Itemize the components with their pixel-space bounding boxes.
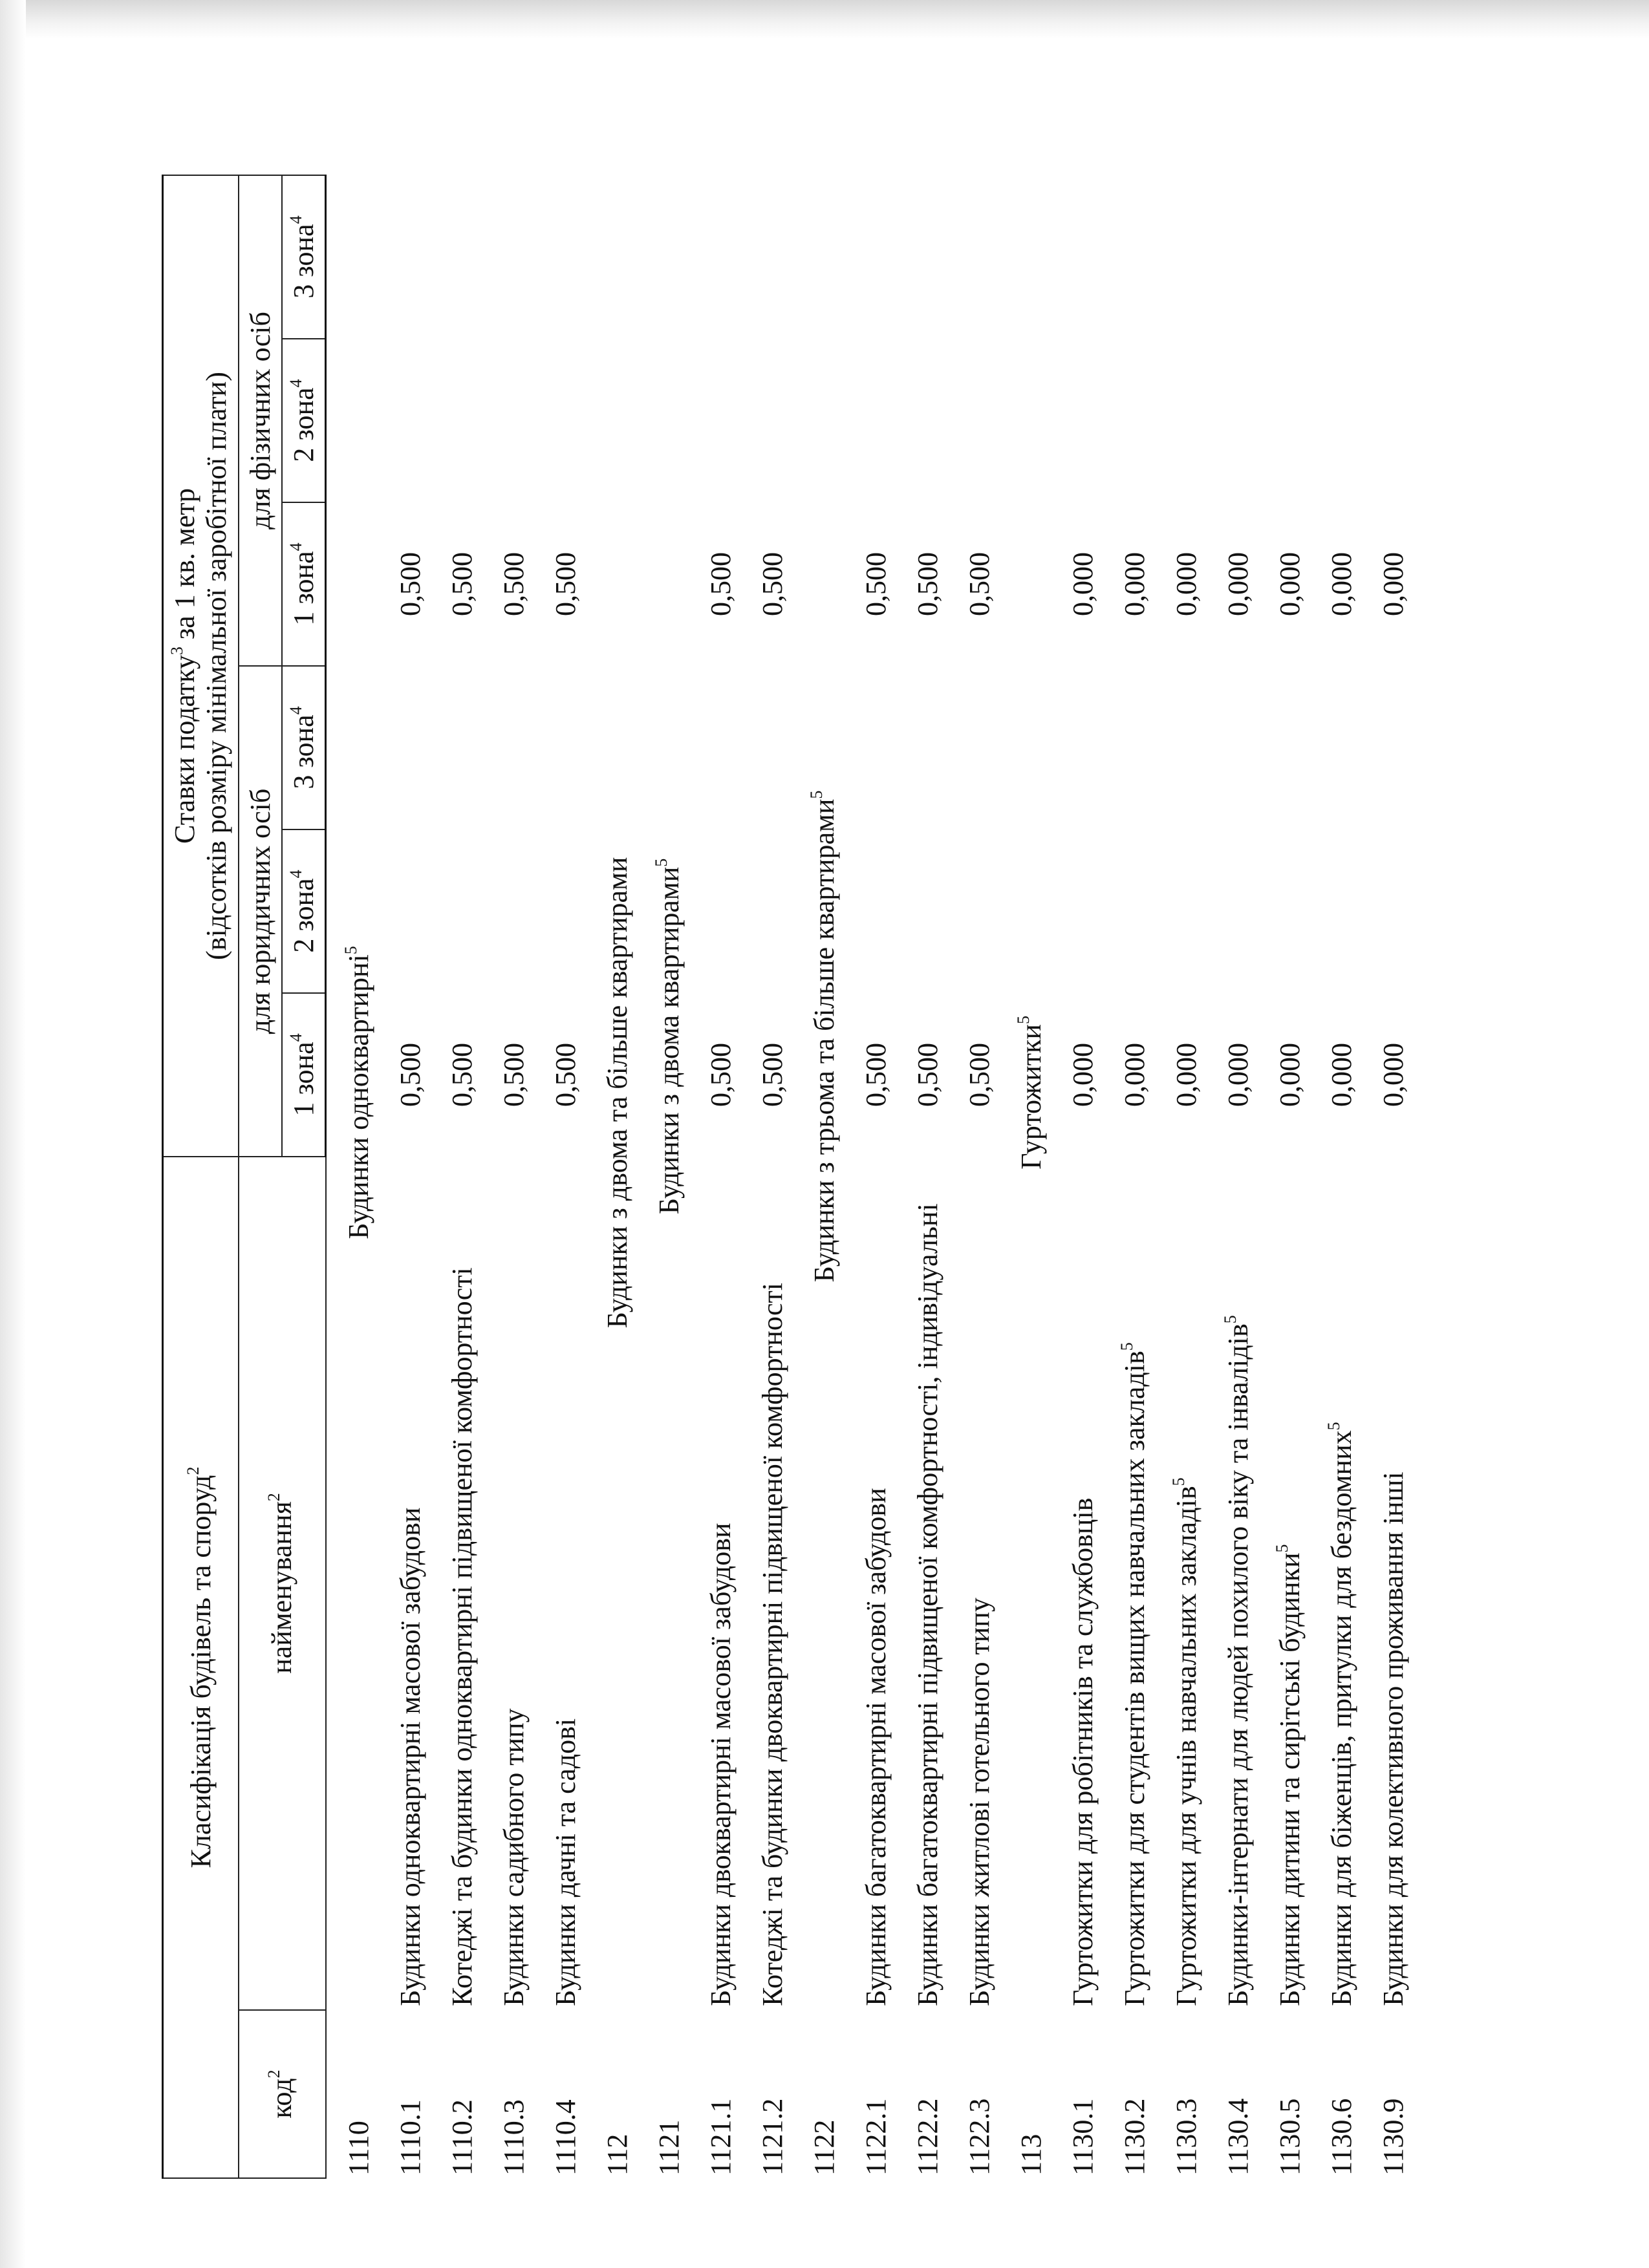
legal-zone1-rate: 0,500 — [964, 1042, 996, 1107]
row-code: 1110 — [343, 2121, 375, 2176]
row-code: 1130.6 — [1326, 2098, 1358, 2176]
legal-zone1-rate: 0,000 — [1274, 1042, 1306, 1107]
row-code: 1130.1 — [1067, 2098, 1099, 2176]
row-code: 1122 — [808, 2119, 841, 2176]
individual-zone1-rate: 0,000 — [1222, 551, 1255, 616]
row-code: 1110.1 — [394, 2099, 427, 2176]
legal-zone1-rate: 0,000 — [1222, 1042, 1255, 1107]
rotated-page — [162, 175, 1423, 2179]
row-name: Гуртожитки для учнів навчальних закладів$^5$ — [1169, 1477, 1203, 2006]
legal-zone1-rate: 0,500 — [498, 1042, 530, 1107]
zone-header: 3 зона$^4$ — [282, 175, 326, 339]
group-row — [592, 175, 643, 2178]
row-name: Котеджі та будинки двоквартирні підвищеної комфортності — [757, 1283, 789, 2006]
legal-zone1-rate: 0,000 — [1377, 1042, 1410, 1107]
table-row — [1212, 175, 1264, 2178]
legal-entities-header: для юридичних осіб — [239, 666, 282, 1157]
table-row — [1316, 175, 1368, 2178]
individuals-header: для фізичних осіб — [239, 175, 282, 666]
row-name: Будинки дитини та сирітські будинки$^5$ — [1273, 1544, 1306, 2006]
zone-header: 2 зона$^4$ — [282, 339, 326, 502]
table-row — [1368, 175, 1419, 2178]
group-title: Будинки з трьома та більше квартирами$^5$ — [807, 790, 841, 1283]
row-name: Будинки житлові готельного типу — [964, 1598, 996, 2006]
group-row — [326, 175, 385, 2178]
table-row — [488, 175, 540, 2178]
classification-header: Класифікація будівель та споруд$^2$ — [163, 1157, 239, 2178]
individual-zone1-rate: 0,000 — [1326, 551, 1358, 616]
scan-shadow-top — [0, 0, 1649, 39]
individual-zone1-rate: 0,500 — [446, 551, 479, 616]
zone-header: 1 зона$^4$ — [282, 993, 326, 1157]
row-name: Будинки багатоквартирні підвищеної комфортності, індивідуальні — [912, 1203, 944, 2006]
legal-zone1-rate: 0,000 — [1119, 1042, 1151, 1107]
row-code: 113 — [1015, 2134, 1048, 2176]
scan-shadow-left — [0, 0, 26, 2268]
row-code: 1110.2 — [446, 2099, 479, 2176]
legal-zone1-rate: 0,500 — [550, 1042, 582, 1107]
row-name: Будинки для біженців, притулки для бездомних$^5$ — [1324, 1422, 1358, 2006]
row-code: 1130.9 — [1377, 2098, 1410, 2176]
row-code: 1121.2 — [757, 2098, 789, 2176]
group-row — [643, 175, 695, 2178]
table-row — [954, 175, 1006, 2178]
table-row — [436, 175, 488, 2178]
individual-zone1-rate: 0,500 — [498, 551, 530, 616]
row-code: 1130.2 — [1119, 2098, 1151, 2176]
legal-zone1-rate: 0,500 — [446, 1042, 479, 1107]
rates-header: Ставки податку$^3$ за 1 кв. метр (відсотків розміру мінімальної заробітної плати) — [163, 175, 239, 1157]
legal-zone1-rate: 0,000 — [1326, 1042, 1358, 1107]
table-row — [850, 175, 902, 2178]
table-row — [1109, 175, 1161, 2178]
table-row — [1264, 175, 1316, 2178]
row-code: 1122.2 — [912, 2098, 944, 2176]
individual-zone1-rate: 0,500 — [394, 551, 427, 616]
row-name: Будинки для колективного проживання інші — [1377, 1471, 1410, 2006]
row-code: 1122.3 — [964, 2098, 996, 2176]
table-row — [695, 175, 747, 2178]
table-row — [1161, 175, 1212, 2178]
zone-header: 1 зона$^4$ — [282, 502, 326, 666]
table-row — [385, 175, 436, 2178]
individual-zone1-rate: 0,500 — [964, 551, 996, 616]
row-code: 1121.1 — [705, 2098, 737, 2176]
group-row — [799, 175, 850, 2178]
row-code: 1110.3 — [498, 2099, 530, 2176]
legal-zone1-rate: 0,000 — [1067, 1042, 1099, 1107]
group-title: Будинки з двома та більше квартирами — [601, 857, 634, 1329]
individual-zone1-rate: 0,000 — [1170, 551, 1203, 616]
legal-zone1-rate: 0,500 — [394, 1042, 427, 1107]
table-row — [902, 175, 954, 2178]
individual-zone1-rate: 0,500 — [860, 551, 892, 616]
row-name: Будинки одноквартирні масової забудови — [394, 1507, 427, 2006]
row-name: Котеджі та будинки одноквартирні підвищеної комфортності — [446, 1267, 479, 2006]
individual-zone1-rate: 0,500 — [757, 551, 789, 616]
group-title: Будинки з двома квартирами$^5$ — [652, 858, 685, 1215]
individual-zone1-rate: 0,500 — [912, 551, 944, 616]
group-row — [1006, 175, 1057, 2178]
zone-header: 2 зона$^4$ — [282, 829, 326, 993]
row-name: Гуртожитки для робітників та службовців — [1067, 1497, 1099, 2006]
legal-zone1-rate: 0,500 — [860, 1042, 892, 1107]
row-name: Будинки багатоквартирні масової забудови — [860, 1488, 892, 2006]
row-code: 1110.4 — [550, 2099, 582, 2176]
row-name: Гуртожитки для студентів вищих навчальних закладів$^5$ — [1117, 1342, 1151, 2006]
row-name: Будинки-інтернати для людей похилого віку та інвалідів$^5$ — [1221, 1315, 1255, 2006]
table-row — [747, 175, 799, 2178]
legal-zone1-rate: 0,500 — [705, 1042, 737, 1107]
row-code: 1130.3 — [1170, 2098, 1203, 2176]
row-code: 1130.4 — [1222, 2098, 1255, 2176]
table-row — [540, 175, 592, 2178]
row-name: Будинки дачні та садові — [550, 1718, 582, 2006]
individual-zone1-rate: 0,000 — [1067, 551, 1099, 616]
row-code: 1121 — [653, 2119, 685, 2176]
individual-zone1-rate: 0,500 — [550, 551, 582, 616]
row-code: 1130.5 — [1274, 2098, 1306, 2176]
table-row — [1057, 175, 1109, 2178]
row-code: 1122.1 — [860, 2098, 892, 2176]
individual-zone1-rate: 0,000 — [1377, 551, 1410, 616]
zone-header: 3 зона$^4$ — [282, 666, 326, 829]
row-name: Будинки двоквартирні масової забудови — [705, 1523, 737, 2006]
legal-zone1-rate: 0,000 — [1170, 1042, 1203, 1107]
legal-zone1-rate: 0,500 — [757, 1042, 789, 1107]
row-code: 112 — [601, 2134, 634, 2176]
individual-zone1-rate: 0,500 — [705, 551, 737, 616]
individual-zone1-rate: 0,000 — [1274, 551, 1306, 616]
name-header: найменування$^2$ — [239, 1157, 326, 2010]
tax-rates-table — [162, 175, 1419, 2179]
row-name: Будинки садибного типу — [498, 1708, 530, 2006]
individual-zone1-rate: 0,000 — [1119, 551, 1151, 616]
group-title: Будинки одноквартирні$^5$ — [341, 946, 375, 1239]
legal-zone1-rate: 0,500 — [912, 1042, 944, 1107]
group-title: Гуртожитки$^5$ — [1014, 1016, 1048, 1170]
code-header: код$^2$ — [239, 2010, 326, 2178]
